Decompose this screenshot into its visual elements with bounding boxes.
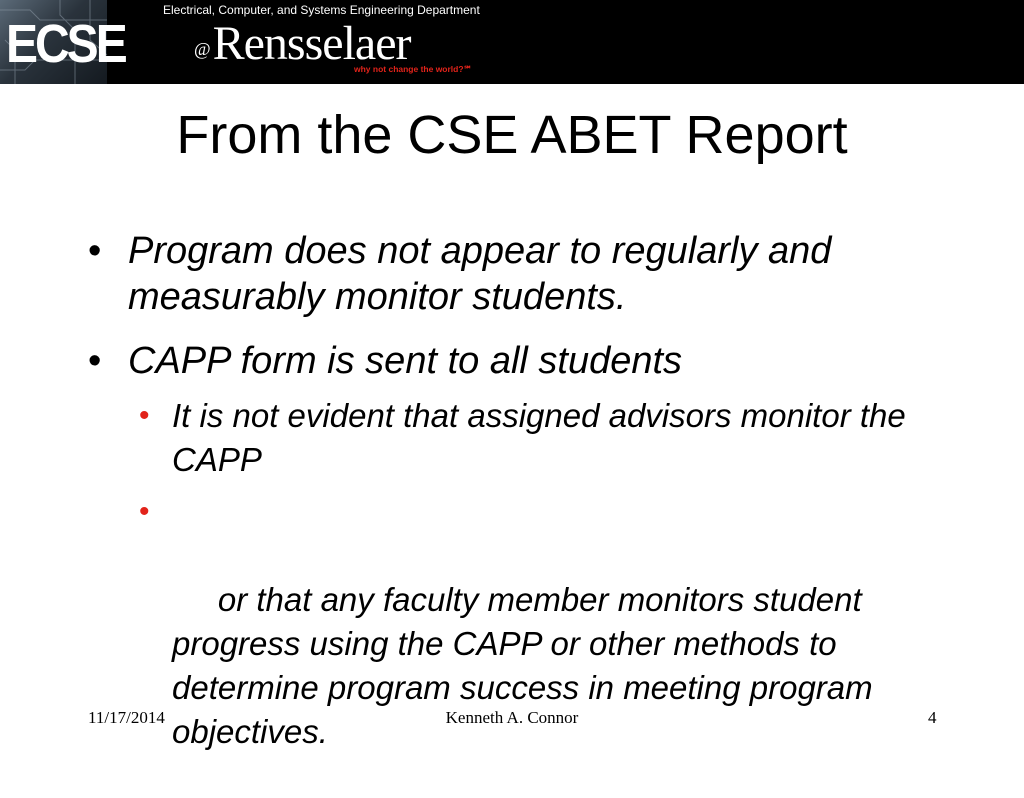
tagline: why not change the world?℠ bbox=[354, 64, 473, 74]
footer-author: Kenneth A. Connor bbox=[445, 708, 579, 727]
wordmark-name: Rensselaer bbox=[212, 17, 411, 70]
sub-bullet-text: It is not evident that assigned advisors monitor the CAPP bbox=[172, 397, 906, 478]
bullet-text: Program does not appear to regularly and measurably monitor students. bbox=[128, 230, 832, 318]
bullet-marker: • bbox=[88, 340, 102, 382]
wordmark-at: @ bbox=[194, 39, 211, 59]
bullet-item bbox=[88, 228, 928, 320]
department-name: Electrical, Computer, and Systems Engineering Department bbox=[163, 3, 480, 17]
bullet-item bbox=[88, 338, 928, 384]
footer-date: 11/17/2014 bbox=[88, 708, 165, 727]
bullet-text: CAPP form is sent to all students bbox=[128, 340, 683, 382]
rensselaer-wordmark bbox=[194, 16, 411, 70]
ecse-logo bbox=[0, 0, 125, 84]
sub-bullet-marker: • bbox=[139, 495, 150, 528]
slide-title: From the CSE ABET Report bbox=[176, 105, 848, 165]
sub-bullet-item bbox=[139, 490, 942, 798]
sub-bullet-text: or that any faculty member monitors student progress using the CAPP or other methods to determine program success in meeting program objectives. bbox=[172, 581, 882, 750]
bullet-marker: • bbox=[88, 230, 102, 272]
sub-bullet-marker: • bbox=[139, 399, 150, 432]
header-banner bbox=[0, 0, 1024, 84]
ecse-logo-text: ECSE bbox=[6, 15, 125, 75]
sub-bullet-item bbox=[139, 394, 942, 482]
footer-page-number: 4 bbox=[928, 708, 937, 727]
